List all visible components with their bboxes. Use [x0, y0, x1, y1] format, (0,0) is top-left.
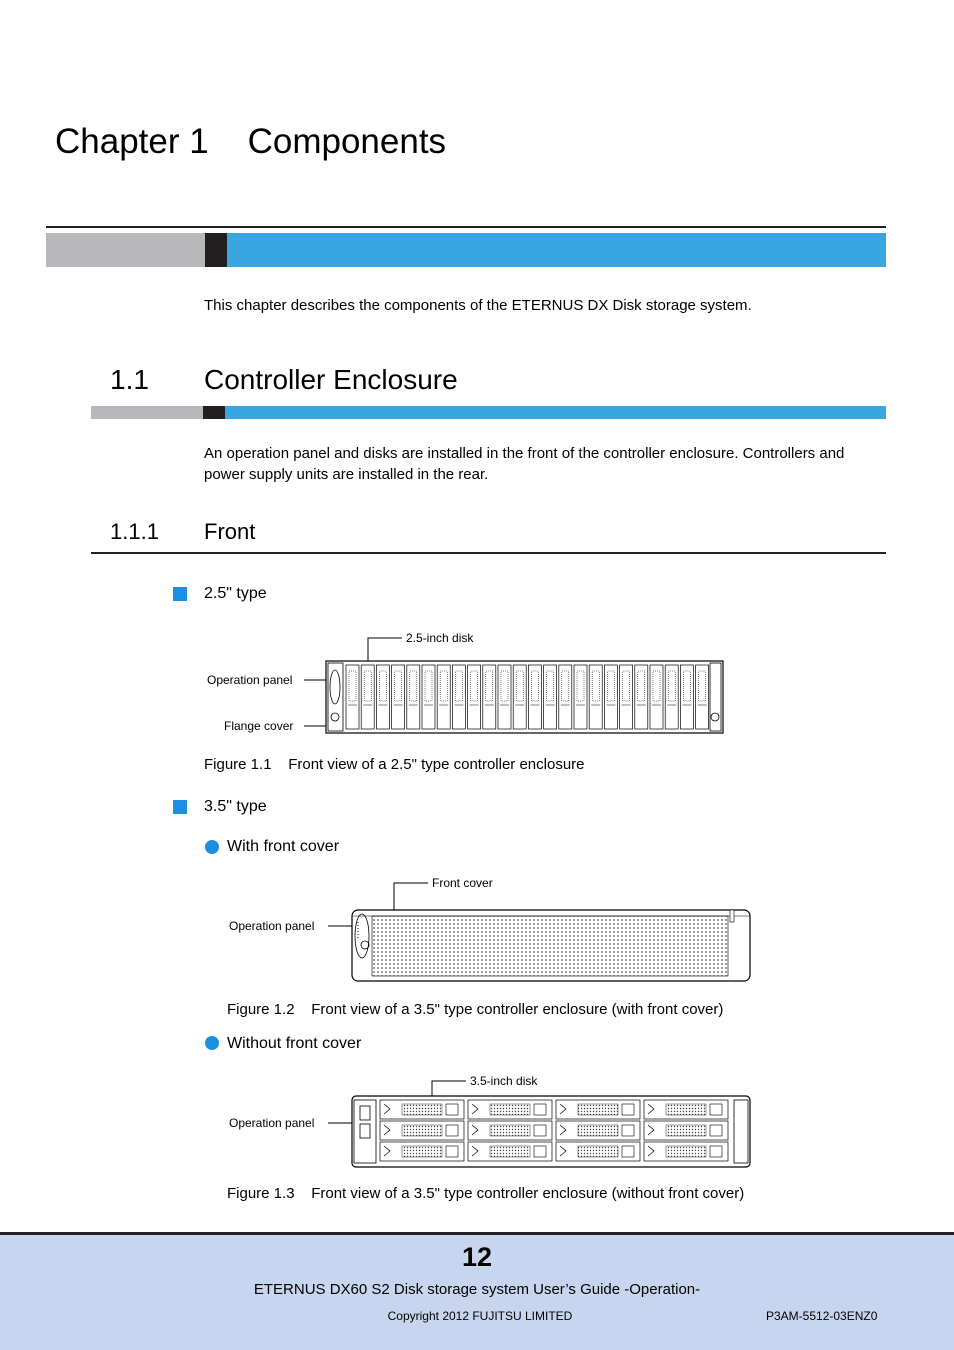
round-bullet-icon — [205, 1036, 219, 1050]
callout-front-cover: Front cover — [432, 876, 493, 890]
figure-1-3-caption: Figure 1.3 Front view of a 3.5" type controller enclosure (without front cover) — [227, 1185, 745, 1202]
disk-slot-25 — [392, 665, 405, 729]
section-title: Controller Enclosure — [204, 364, 458, 395]
footer-copyright: Copyright 2012 FUJITSU LIMITED — [387, 1309, 573, 1323]
chapter-band-blue — [227, 233, 886, 267]
footer-guide-title: ETERNUS DX60 S2 Disk storage system User’s Guide -Operation- — [253, 1281, 701, 1298]
section-bar-black — [203, 406, 225, 419]
disk-slot-25 — [498, 665, 511, 729]
disk-slot-35 — [644, 1121, 728, 1140]
section-body: An operation panel and disks are installed in the front of the controller enclosure. Controllers and power supply units are installed in the rear. — [204, 445, 845, 483]
callout-nocover-panel: Operation panel — [229, 1116, 315, 1130]
disk-slot-25 — [559, 665, 572, 729]
round-bullet-icon — [205, 840, 219, 854]
disk-slot-25 — [696, 665, 709, 729]
disk-slot-25 — [528, 665, 541, 729]
chapter-band-black — [205, 233, 227, 267]
disk-slot-25 — [422, 665, 435, 729]
figure-35-with-cover — [220, 870, 760, 988]
subsection-rule — [91, 552, 886, 554]
disk-slot-35 — [556, 1142, 640, 1161]
disk-slot-25 — [437, 665, 450, 729]
subsection-number: 1.1.1 — [110, 519, 159, 544]
figure-1-1-caption: Figure 1.1 Front view of a 2.5" type controller enclosure — [204, 756, 585, 773]
chapter-title: Chapter 1 Components — [55, 122, 447, 161]
disk-slot-35 — [468, 1121, 552, 1140]
disk-slot-35 — [644, 1142, 728, 1161]
square-bullet-icon — [173, 587, 187, 601]
disk-slot-25 — [468, 665, 481, 729]
disk-slot-25 — [589, 665, 602, 729]
section-number: 1.1 — [110, 364, 149, 395]
callout-25-flange: Flange cover — [224, 719, 294, 733]
disk-slot-25 — [665, 665, 678, 729]
disk-slot-25 — [635, 665, 648, 729]
disk-slot-25 — [574, 665, 587, 729]
disk-slot-25 — [361, 665, 374, 729]
disk-slot-35 — [644, 1100, 728, 1119]
disk-slot-35 — [380, 1121, 464, 1140]
callout-25-disk: 2.5-inch disk — [406, 631, 474, 645]
disk-slot-25 — [346, 665, 359, 729]
figure-35-without-cover — [220, 1068, 760, 1176]
disk-slot-25 — [376, 665, 389, 729]
disk-slot-25 — [483, 665, 496, 729]
disk-slot-25 — [650, 665, 663, 729]
disk-slot-25 — [513, 665, 526, 729]
callout-35-disk: 3.5-inch disk — [470, 1074, 538, 1088]
with-cover-label: With front cover — [227, 838, 340, 855]
disk-slot-35 — [556, 1121, 640, 1140]
disk-slot-25 — [620, 665, 633, 729]
square-bullet-icon — [173, 800, 187, 814]
disk-slot-35 — [556, 1100, 640, 1119]
item-35-type-label: 3.5" type — [204, 798, 267, 815]
page-number: 12 — [461, 1242, 493, 1272]
callout-cover-panel: Operation panel — [229, 919, 315, 933]
disk-slot-35 — [468, 1142, 552, 1161]
figure-25-enclosure — [200, 625, 740, 740]
without-cover-label: Without front cover — [227, 1035, 362, 1052]
section-bar-blue — [225, 406, 886, 419]
disk-slot-35 — [380, 1142, 464, 1161]
chapter-band-grey — [46, 233, 205, 267]
disk-slot-25 — [452, 665, 465, 729]
disk-slot-35 — [468, 1100, 552, 1119]
disk-slot-35 — [380, 1100, 464, 1119]
chapter-intro: This chapter describes the components of the ETERNUS DX Disk storage system. — [204, 297, 752, 314]
disk-slot-25 — [544, 665, 557, 729]
item-25-type-label: 2.5" type — [204, 585, 267, 602]
callout-25-panel: Operation panel — [207, 673, 293, 687]
section-bar-grey — [91, 406, 203, 419]
disk-slot-25 — [407, 665, 420, 729]
subsection-title: Front — [204, 519, 256, 544]
figure-1-2-caption: Figure 1.2 Front view of a 3.5" type controller enclosure (with front cover) — [227, 1001, 724, 1018]
disk-slot-25 — [680, 665, 693, 729]
chapter-rule — [46, 226, 886, 228]
footer-doc-code: P3AM-5512-03ENZ0 — [766, 1309, 878, 1323]
disk-slot-25 — [604, 665, 617, 729]
